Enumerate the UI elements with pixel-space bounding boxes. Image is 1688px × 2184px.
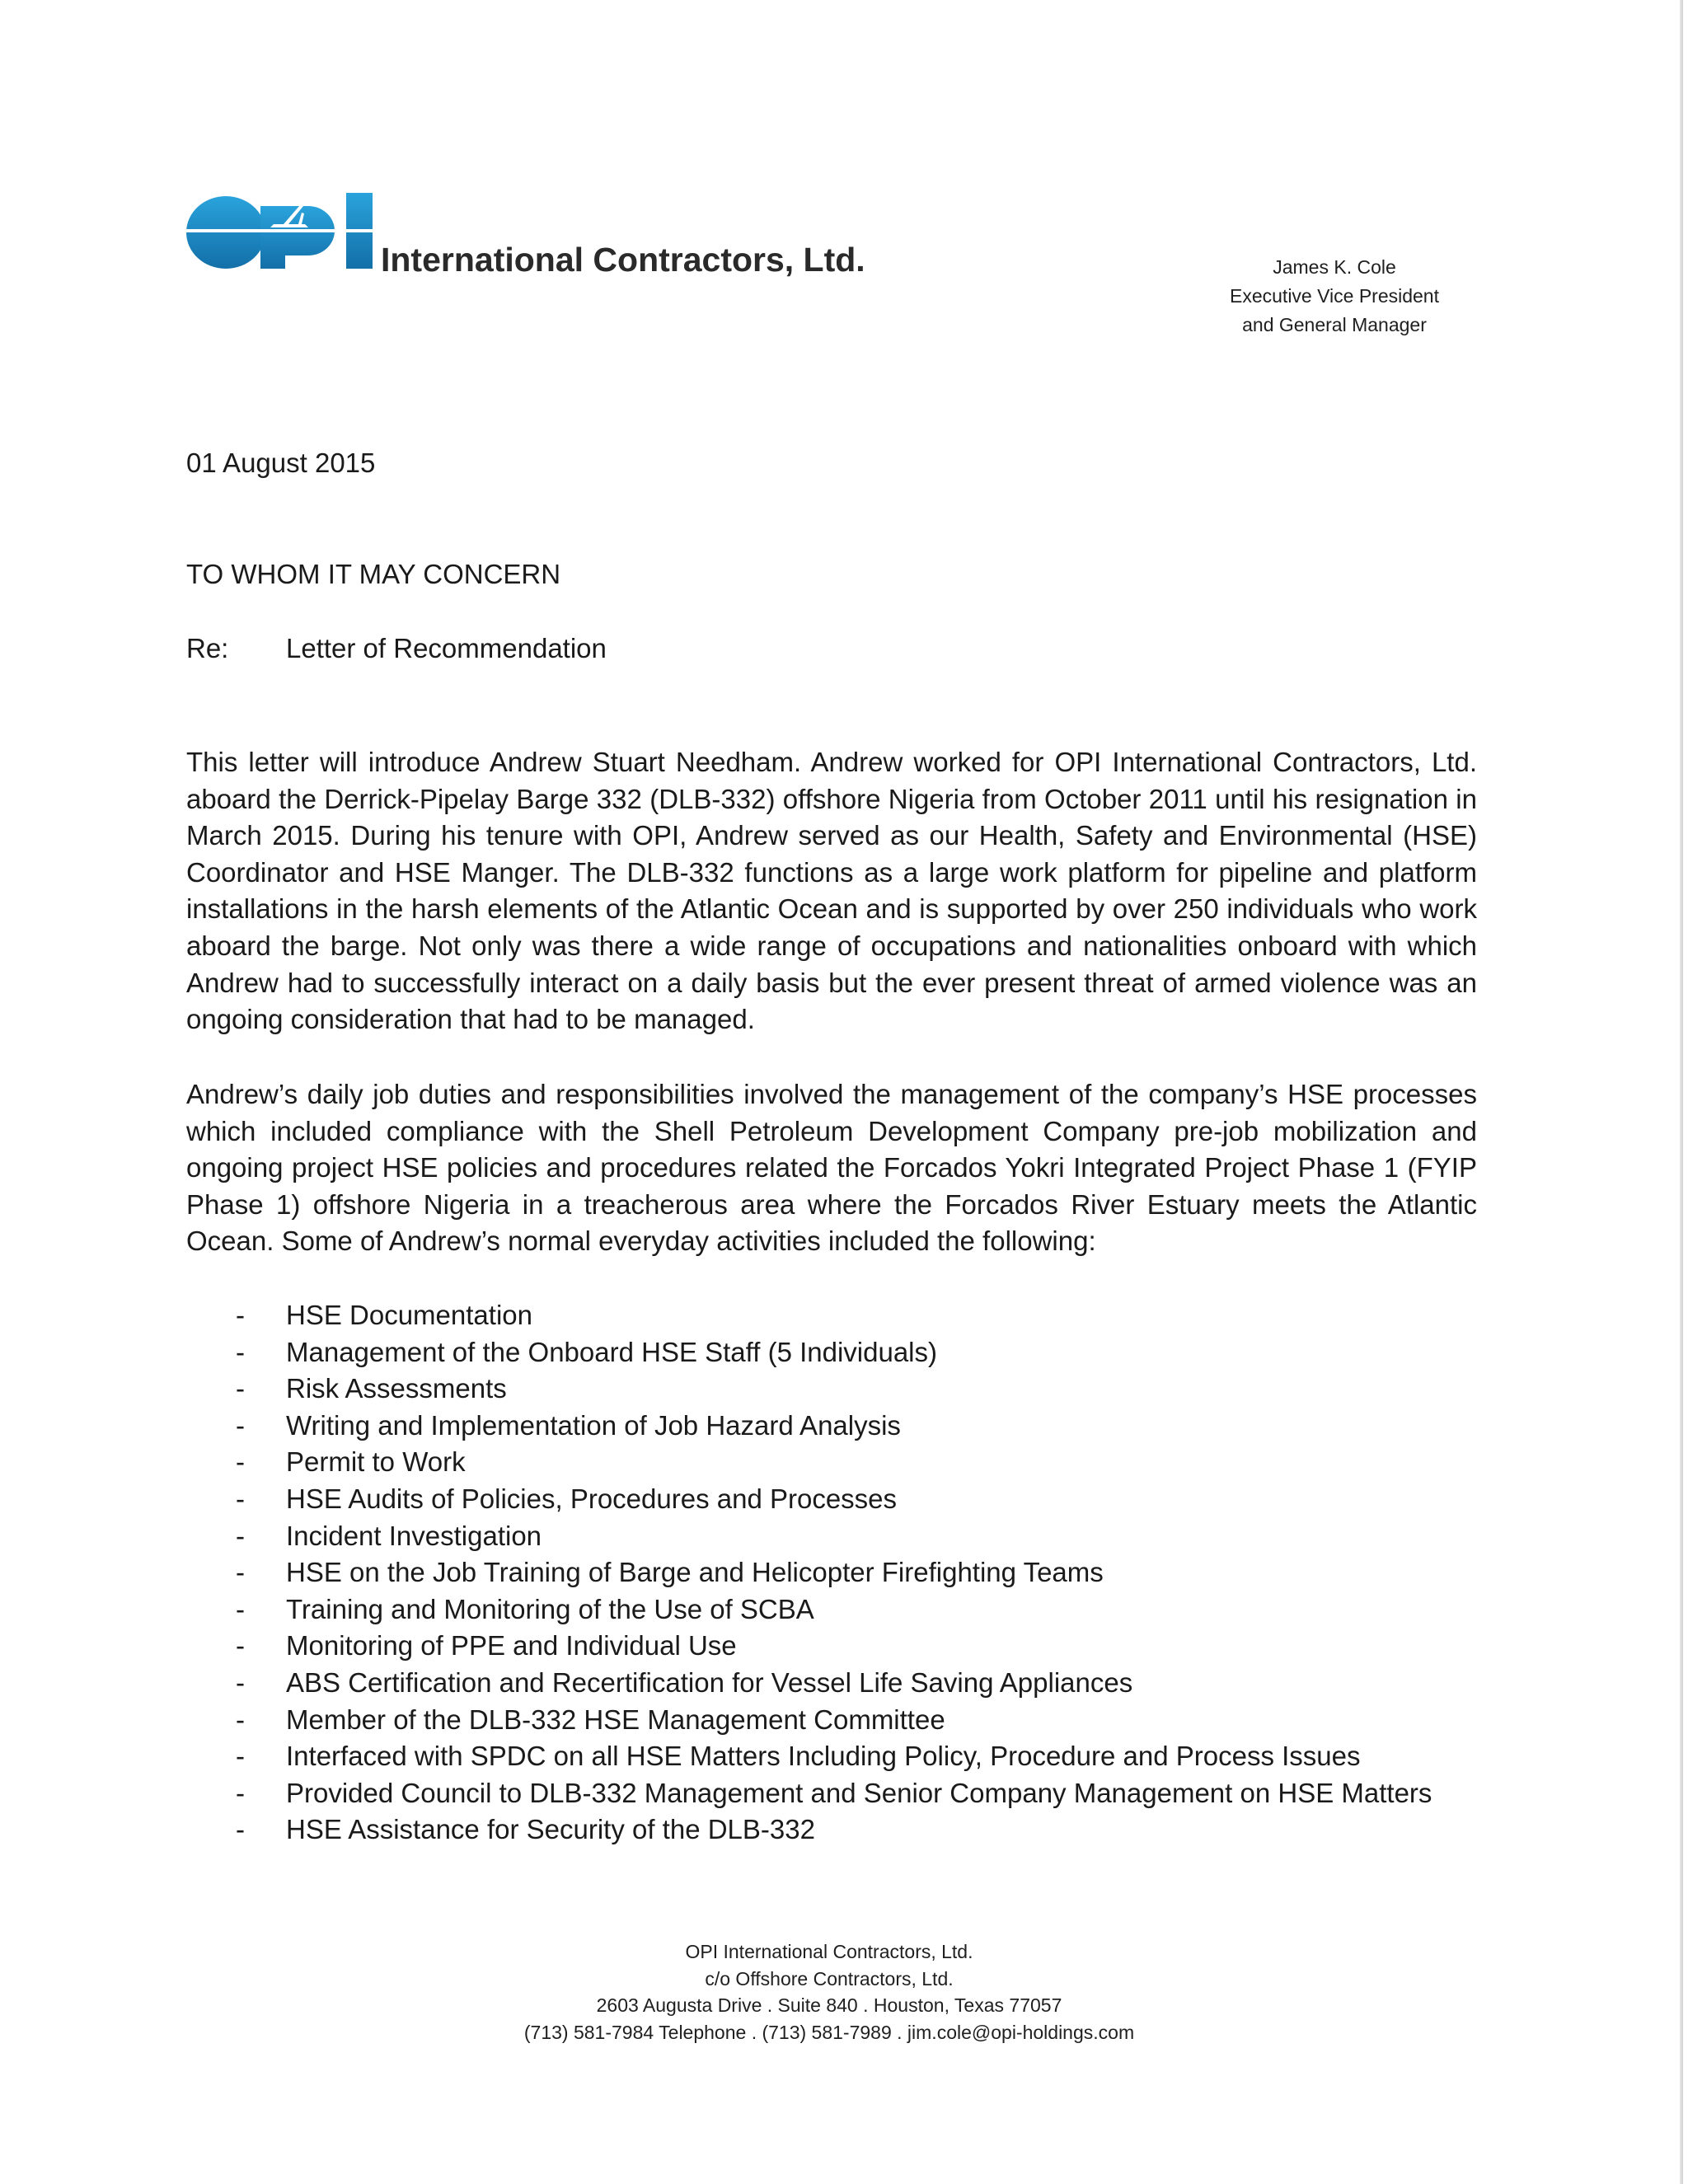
duty-list-item <box>186 1738 1432 1775</box>
duty-list-item <box>186 1408 1432 1445</box>
footer-address <box>0 1938 1658 2046</box>
bullet-dash: - <box>236 1446 245 1478</box>
duty-text: Writing and Implementation of Job Hazard Analysis <box>286 1409 901 1441</box>
opi-logo-icon <box>185 191 373 275</box>
duty-list-item <box>186 1811 1432 1849</box>
body-paragraph-1: This letter will introduce Andrew Stuart Needham. Andrew worked for OPI International Contractors, Ltd. aboard the Derrick-Pipelay Barge 332 (DLB-332) offshore Nigeria from October 2011 until his resignation in March 2015. During his tenure with OPI, Andrew served as our Health, Safety and Environmental (HSE) Coordinator and HSE Manger. The DLB-332 functions as a large work platform for pipeline and platform installations in the harsh elements of the Atlantic Ocean and is supported by over 250 individuals who work aboard the barge. Not only was there a wide range of occupations and nationalities onboard with which Andrew had to successfully interact on a daily basis but the ever present threat of armed violence was an ongoing consideration that had to be managed. <box>186 747 1477 1035</box>
duty-text: Risk Assessments <box>286 1373 507 1404</box>
bullet-dash: - <box>236 1557 245 1588</box>
footer-company: OPI International Contractors, Ltd. <box>685 1941 973 1962</box>
bullet-dash: - <box>236 1373 245 1404</box>
duty-list-item <box>186 1628 1432 1665</box>
letterhead <box>185 191 1470 356</box>
duty-text: HSE Documentation <box>286 1300 532 1330</box>
duty-text: Incident Investigation <box>286 1520 542 1551</box>
bullet-dash: - <box>236 1336 245 1367</box>
signatory-block <box>1198 253 1470 340</box>
duties-list <box>186 1297 1432 1849</box>
duty-list-item <box>186 1481 1432 1518</box>
duty-list-item <box>186 1665 1432 1702</box>
bullet-dash: - <box>236 1483 245 1514</box>
duty-list-item <box>186 1371 1432 1408</box>
duty-list-item <box>186 1518 1432 1555</box>
duty-list-item <box>186 1444 1432 1481</box>
subject-line <box>186 633 607 664</box>
subject-text: Letter of Recommendation <box>286 633 607 663</box>
bullet-dash: - <box>236 1409 245 1441</box>
bullet-dash: - <box>236 1704 245 1735</box>
footer-contact: (713) 581-7984 Telephone . (713) 581-7989 . jim.cole@opi-holdings.com <box>523 2021 1135 2043</box>
company-name: International Contractors, Ltd. <box>381 241 865 279</box>
duty-list-item <box>186 1334 1432 1371</box>
duty-text: Permit to Work <box>286 1446 466 1478</box>
duty-text: ABS Certification and Recertification for Vessel Life Saving Appliances <box>286 1666 1133 1698</box>
body-paragraph-2: Andrew’s daily job duties and responsibilities involved the management of the company’s HSE processes which included compliance with the Shell Petroleum Development Company pre-job mobilization and ongoing project HSE policies and procedures related the Forcados Yokri Integrated Project Phase 1 (FYIP Phase 1) offshore Nigeria in a treacherous area where the Forcados River Estuary meets the Atlantic Ocean. Some of Andrew’s normal everyday activities included the following: <box>186 1079 1477 1257</box>
bullet-dash: - <box>236 1814 245 1845</box>
duty-text: Management of the Onboard HSE Staff (5 Individuals) <box>286 1336 938 1367</box>
footer-care-of: c/o Offshore Contractors, Ltd. <box>705 1967 954 1990</box>
bullet-dash: - <box>236 1593 245 1624</box>
duty-list-item <box>186 1775 1432 1812</box>
duty-text: HSE Audits of Policies, Procedures and Processes <box>286 1483 898 1514</box>
subject-label: Re: <box>186 633 229 663</box>
signatory-title-line2: and General Manager <box>1242 314 1427 335</box>
signatory-name: James K. Cole <box>1273 256 1396 278</box>
page-edge <box>1680 0 1683 2184</box>
duty-text: Provided Council to DLB-332 Management and Senior Company Management on HSE Matters <box>286 1777 1432 1808</box>
duty-text: Training and Monitoring of the Use of SCBA <box>286 1593 814 1624</box>
bullet-dash: - <box>236 1630 245 1661</box>
bullet-dash: - <box>236 1520 245 1551</box>
duty-list-item <box>186 1297 1432 1334</box>
duty-text: Interfaced with SPDC on all HSE Matters Including Policy, Procedure and Process Issues <box>286 1741 1361 1772</box>
duty-text: HSE Assistance for Security of the DLB-332 <box>286 1814 815 1845</box>
duty-list-item <box>186 1702 1432 1739</box>
duty-text: Monitoring of PPE and Individual Use <box>286 1630 737 1661</box>
duty-list-item <box>186 1591 1432 1629</box>
bullet-dash: - <box>236 1300 245 1330</box>
bullet-dash: - <box>236 1741 245 1772</box>
bullet-dash: - <box>236 1666 245 1698</box>
signatory-title: Executive Vice President <box>1230 285 1439 307</box>
duty-list-item <box>186 1554 1432 1591</box>
duty-text: Member of the DLB-332 HSE Management Committee <box>286 1704 945 1735</box>
duty-text: HSE on the Job Training of Barge and Helicopter Firefighting Teams <box>286 1557 1104 1588</box>
letter-date: 01 August 2015 <box>186 448 376 478</box>
footer-street: 2603 Augusta Drive . Suite 840 . Houston, Texas 77057 <box>596 1994 1062 2017</box>
bullet-dash: - <box>236 1777 245 1808</box>
salutation: TO WHOM IT MAY CONCERN <box>186 559 561 589</box>
